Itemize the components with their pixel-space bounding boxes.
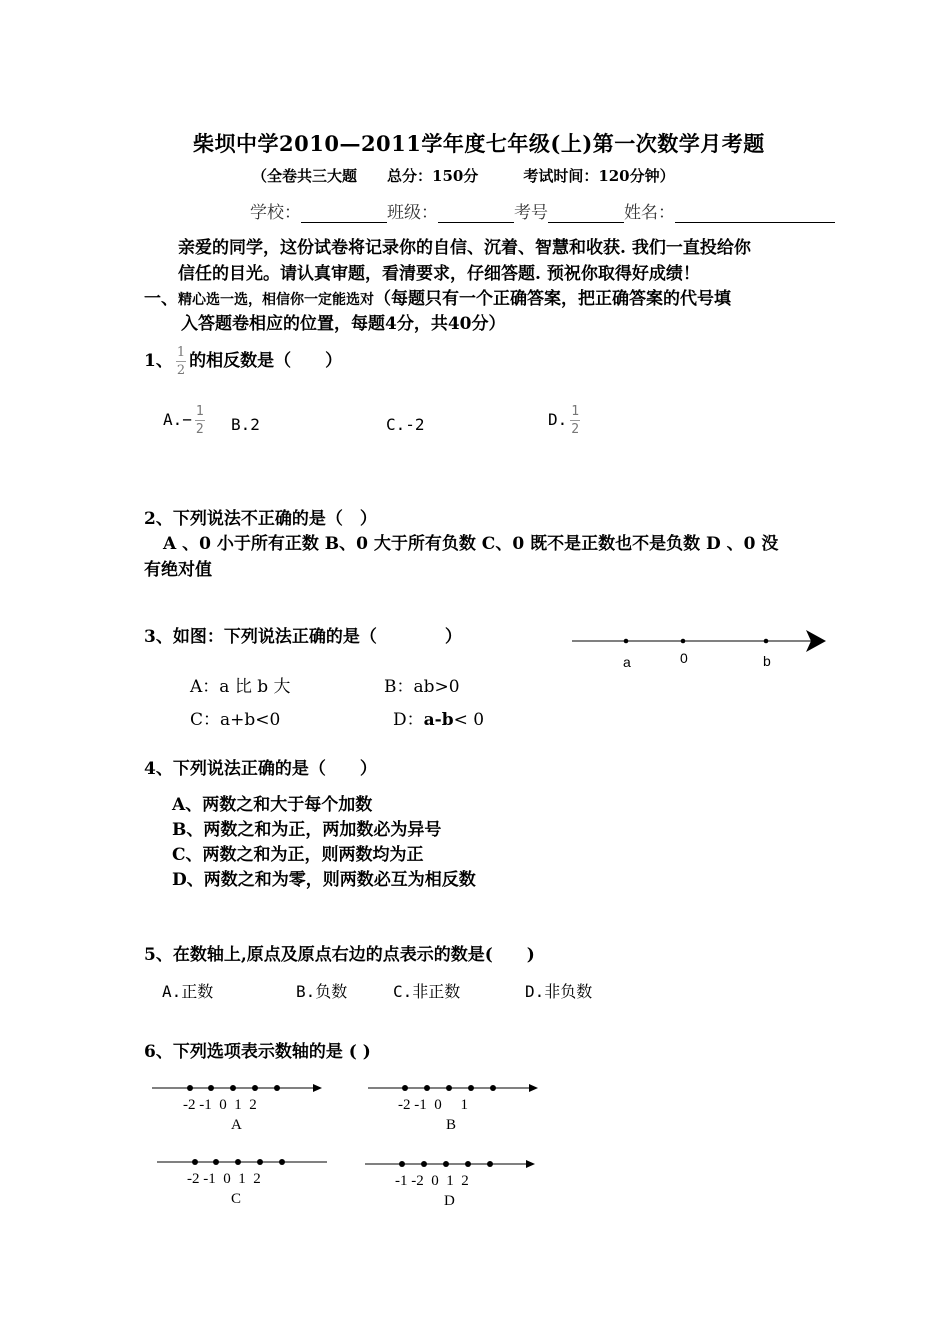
q3-axis-label-0: 0 <box>680 650 688 666</box>
q3-option-d-suffix: < 0 <box>453 710 485 730</box>
q1-option-a-fraction <box>195 405 205 436</box>
q1-option-c: C.-2 <box>386 415 425 434</box>
q3-axis-label-b: b <box>763 653 771 669</box>
arrow-icon <box>529 1084 538 1092</box>
q3-axis-label-a: a <box>623 654 631 670</box>
q6-axis-c-ticks: -2 -1 0 1 2 <box>187 1171 261 1187</box>
fraction-numerator: 1 <box>195 404 204 419</box>
axis-point <box>192 1159 198 1165</box>
axis-point <box>468 1085 474 1091</box>
axis-point <box>421 1161 427 1167</box>
student-info-row <box>250 198 835 223</box>
exam-no-label: 考号 <box>514 203 548 223</box>
q1-stem <box>144 346 342 377</box>
axis-point <box>402 1085 408 1091</box>
q4-option-c: C、两数之和为正，则两数均为正 <box>172 845 424 865</box>
axis-point <box>399 1161 405 1167</box>
q6-axis-a-letter: A <box>231 1117 242 1133</box>
axis-point <box>252 1085 258 1091</box>
q6-axis-a <box>150 1080 325 1096</box>
section1-small-text: 精心选一选，相信你一定能选对 <box>178 292 374 308</box>
q4-option-a: A、两数之和大于每个加数 <box>172 795 373 815</box>
arrow-icon <box>313 1084 322 1092</box>
point-a <box>624 639 629 644</box>
axis-point <box>279 1159 285 1165</box>
q3-option-d-prefix: D： <box>393 710 424 730</box>
name-blank[interactable] <box>675 204 835 223</box>
axis-point <box>424 1085 430 1091</box>
q1-stem-text: 的相反数是（ ） <box>189 351 343 371</box>
q6-axis-d-letter: D <box>444 1193 455 1209</box>
fraction-numerator: 1 <box>176 345 186 360</box>
q5-stem: 5、在数轴上,原点及原点右边的点表示的数是( ) <box>144 945 535 965</box>
q2-options-line-2: 有绝对值 <box>144 560 212 580</box>
q3-option-c: C：a+b<0 <box>190 710 281 730</box>
q4-option-d: D、两数之和为零，则两数必互为相反数 <box>172 870 476 890</box>
axis-point <box>230 1085 236 1091</box>
q3-stem: 3、如图：下列说法正确的是（ ） <box>144 627 462 647</box>
q5-option-b: B.负数 <box>296 982 348 1001</box>
class-blank[interactable] <box>438 204 514 223</box>
q4-stem: 4、下列说法正确的是（ ） <box>144 759 377 779</box>
q3-option-d <box>393 705 484 730</box>
q5-option-a: A.正数 <box>162 982 214 1001</box>
q3-number-line <box>568 624 833 674</box>
q6-axis-b <box>366 1080 541 1096</box>
section1-heading <box>144 284 731 309</box>
axis-point <box>235 1159 241 1165</box>
intro-line-1: 亲爱的同学，这份试卷将记录你的自信、沉着、智慧和收获. 我们一直投给你 <box>178 238 751 258</box>
q1-fraction <box>176 346 186 377</box>
q5-option-c: C.非正数 <box>393 982 461 1001</box>
axis-point <box>465 1161 471 1167</box>
q2-stem: 2、下列说法不正确的是（ ） <box>144 509 377 529</box>
q6-stem: 6、下列选项表示数轴的是 ( ) <box>144 1042 371 1062</box>
q1-option-b: B.2 <box>231 415 260 434</box>
q6-axis-a-ticks: -2 -1 0 1 2 <box>183 1097 257 1113</box>
q6-axis-d-ticks: -1 -2 0 1 2 <box>395 1173 469 1189</box>
q1-option-d <box>548 405 583 436</box>
q6-axis-d <box>363 1156 538 1172</box>
name-label: 姓名： <box>624 203 675 223</box>
exam-title: 柴坝中学2010—2011学年度七年级(上)第一次数学月考题 <box>193 131 765 156</box>
fraction-denominator: 2 <box>195 422 204 437</box>
school-label: 学校： <box>250 203 301 223</box>
section1-big-text: （每题只有一个正确答案，把正确答案的代号填 <box>374 289 731 309</box>
fraction-denominator: 2 <box>571 422 580 437</box>
exam-no-blank[interactable] <box>548 204 624 223</box>
point-b <box>764 639 769 644</box>
q1-number: 1、 <box>144 351 173 371</box>
q4-option-b: B、两数之和为正，两加数必为异号 <box>172 820 442 840</box>
q1-option-d-fraction <box>570 405 580 436</box>
section1-prefix: 一、 <box>144 289 178 309</box>
q6-axis-b-letter: B <box>446 1117 457 1133</box>
q1-option-d-text: D. <box>548 410 568 429</box>
q2-options-line-1: A 、0 小于所有正数 B、0 大于所有负数 C、0 既不是正数也不是负数 D 、0 没 <box>163 534 779 554</box>
arrow-icon <box>526 1160 535 1168</box>
axis-point <box>274 1085 280 1091</box>
intro-line-2: 信任的目光。请认真审题，看清要求，仔细答题. 预祝你取得好成绩！ <box>178 264 700 284</box>
axis-point <box>208 1085 214 1091</box>
q6-axis-b-ticks: -2 -1 0 1 <box>398 1097 468 1113</box>
section1-line-2: 入答题卷相应的位置，每题4分，共40分） <box>181 314 506 334</box>
axis-point <box>213 1159 219 1165</box>
school-blank[interactable] <box>301 204 387 223</box>
q5-option-d: D.非负数 <box>525 982 593 1001</box>
axis-point <box>487 1161 493 1167</box>
q3-option-b: B：ab>0 <box>384 677 460 697</box>
fraction-numerator: 1 <box>571 404 580 419</box>
fraction-denominator: 2 <box>176 363 186 378</box>
exam-subtitle: （全卷共三大题 总分：150分 考试时间：120分钟） <box>252 167 675 185</box>
q6-axis-c <box>155 1154 330 1170</box>
axis-point <box>446 1085 452 1091</box>
q3-option-a: A：a 比 b 大 <box>190 677 291 697</box>
axis-point <box>257 1159 263 1165</box>
point-0 <box>681 639 686 644</box>
axis-point <box>443 1161 449 1167</box>
q3-option-d-expression: a-b <box>423 710 454 730</box>
q1-option-a <box>163 405 208 436</box>
class-label: 班级： <box>387 203 438 223</box>
axis-point <box>490 1085 496 1091</box>
q1-option-a-text: A.− <box>163 410 192 429</box>
q6-axis-c-letter: C <box>231 1191 242 1207</box>
axis-point <box>187 1085 193 1091</box>
